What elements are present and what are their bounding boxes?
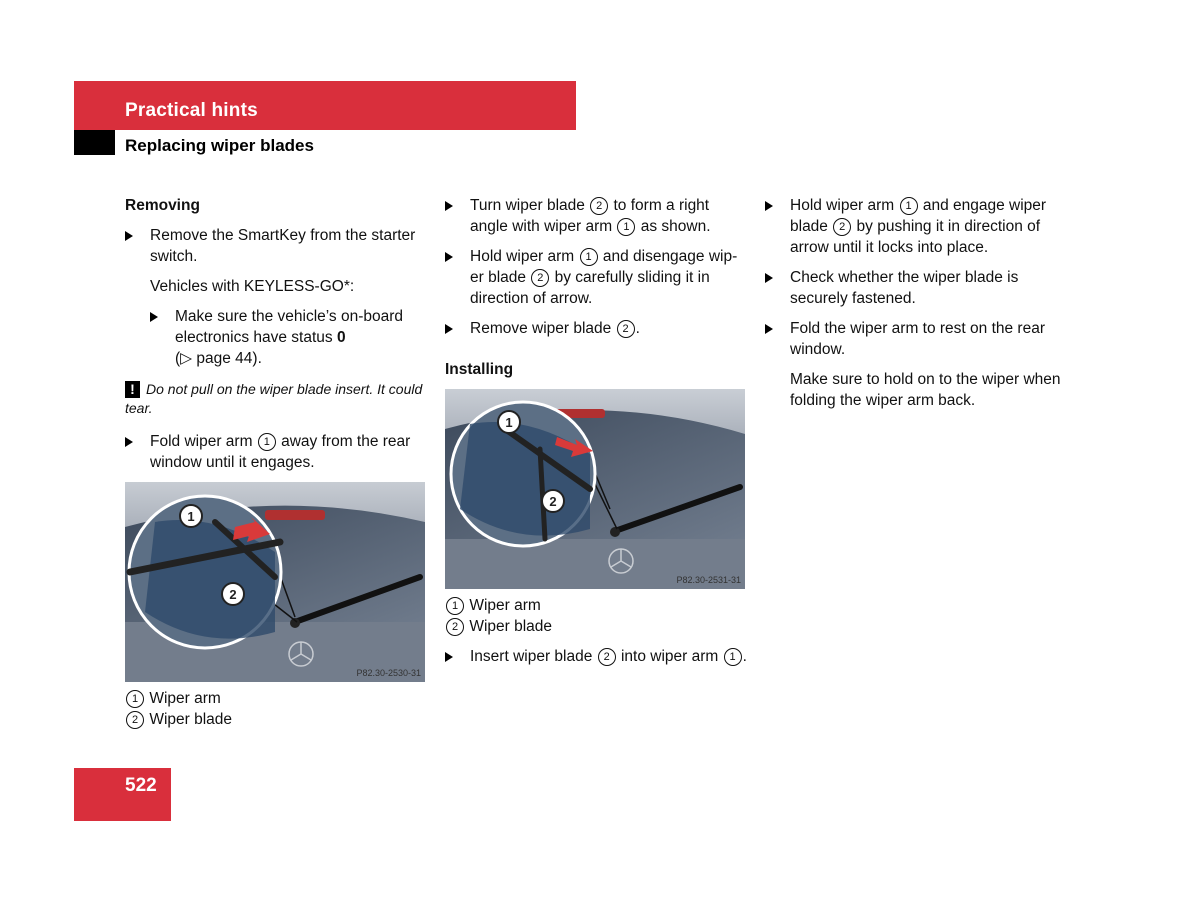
removing-heading: Removing (125, 197, 200, 214)
keyless-go-note: Vehicles with KEYLESS-GO*: (150, 278, 355, 295)
step-insert-blade: Insert wiper blade 2 into wiper arm 1 . (445, 646, 747, 667)
step-check-fastened: Check whether the wiper blade is securely fastened. (765, 267, 1070, 309)
bullet-triangle-icon (150, 312, 158, 322)
column-1 (125, 195, 427, 730)
column-3 (765, 195, 1070, 420)
figure-code: P82.30-2531-31 (676, 575, 741, 585)
section-title: Practical hints (125, 100, 258, 121)
bullet-triangle-icon (445, 324, 453, 334)
step-fold-to-rest: Fold the wiper arm to rest on the rear window. (765, 318, 1070, 360)
bullet-triangle-icon (445, 252, 453, 262)
figure-marker-2: 2 (229, 587, 237, 602)
bullet-triangle-icon (765, 273, 773, 283)
wiper-removal-figure (125, 482, 425, 682)
step-disengage-blade: Hold wiper arm 1 and disengage wip-er blade 2 by carefully sliding it in direction of arrow. (445, 246, 747, 309)
figure-marker-1: 1 (187, 509, 195, 524)
step-remove-smartkey: Remove the SmartKey from the starter switch. (125, 225, 427, 267)
step-remove-blade: Remove wiper blade 2 . (445, 318, 747, 339)
bullet-triangle-icon (765, 201, 773, 211)
bullet-triangle-icon (445, 652, 453, 662)
figure-marker-2: 2 (549, 494, 557, 509)
marker-1: 1 (258, 433, 276, 451)
page-reference-link[interactable]: (▷ page 44). (175, 350, 262, 367)
header-black-marker (74, 130, 115, 155)
legend-wiper-blade: 2 Wiper blade (445, 616, 747, 637)
page-number: 522 (125, 775, 157, 796)
bullet-triangle-icon (445, 201, 453, 211)
bullet-triangle-icon (765, 324, 773, 334)
legend-wiper-arm: 1 Wiper arm (445, 595, 747, 616)
warning-icon: ! (125, 381, 140, 398)
legend-wiper-blade: 2 Wiper blade (125, 709, 427, 730)
installing-heading: Installing (445, 361, 514, 378)
step-engage-blade: Hold wiper arm 1 and engage wiper blade 2 by pushing it in direction of arrow until it locks into place. (765, 195, 1070, 258)
step-fold-wiper-arm: Fold wiper arm 1 away from the rear window until it engages. (125, 431, 427, 473)
warning-note: ! Do not pull on the wiper blade insert. It could tear. (125, 381, 423, 416)
column-2 (445, 195, 747, 676)
figure-marker-1: 1 (505, 415, 513, 430)
bullet-triangle-icon (125, 437, 133, 447)
page-subtitle: Replacing wiper blades (125, 136, 314, 155)
step-check-status: Make sure the vehicle’s on-board electronics have status 0 (▷ page 44). (150, 306, 427, 369)
hold-wiper-note: Make sure to hold on to the wiper when folding the wiper arm back. (790, 371, 1061, 409)
legend-wiper-arm: 1 Wiper arm (125, 688, 427, 709)
bullet-triangle-icon (125, 231, 133, 241)
step-turn-blade: Turn wiper blade 2 to form a right angle with wiper arm 1 as shown. (445, 195, 747, 237)
wiper-install-figure (445, 389, 745, 589)
figure-code: P82.30-2530-31 (356, 668, 421, 678)
